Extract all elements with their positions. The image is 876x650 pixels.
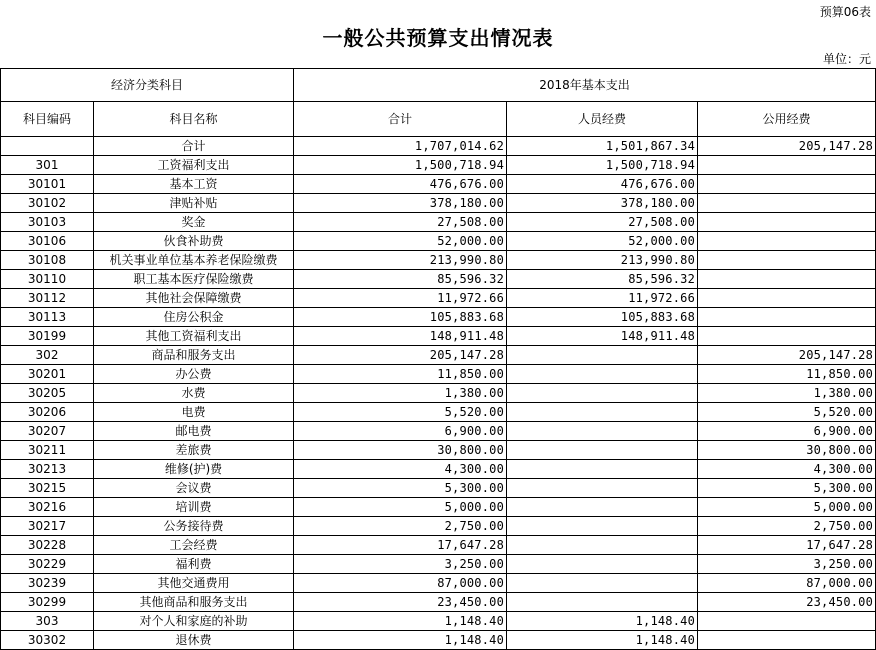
table-row [1,612,876,631]
cell-code: 30229 [1,555,94,574]
page-title: 一般公共预算支出情况表 [322,26,554,50]
cell-name: 公务接待费 [94,517,294,536]
cell-total: 6,900.00 [294,422,507,441]
cell-public: 3,250.00 [698,555,876,574]
cell-code: 30228 [1,536,94,555]
table-row [1,289,876,308]
cell-personnel [507,441,698,460]
cell-total: 5,520.00 [294,403,507,422]
table-row [1,175,876,194]
year-basic-header: 2018年基本支出 [294,69,876,102]
cell-code: 30216 [1,498,94,517]
cell-name: 商品和服务支出 [94,346,294,365]
cell-name: 合计 [94,137,294,156]
cell-personnel [507,536,698,555]
cell-total: 2,750.00 [294,517,507,536]
cell-code: 30101 [1,175,94,194]
cell-code: 30106 [1,232,94,251]
form-number-label: 预算06表 [819,5,871,19]
cell-personnel: 378,180.00 [507,194,698,213]
cell-public [698,156,876,175]
cell-personnel: 27,508.00 [507,213,698,232]
category-header: 经济分类科目 [1,69,294,102]
table-row [1,574,876,593]
cell-name: 津贴补贴 [94,194,294,213]
table-row [1,137,876,156]
cell-total: 1,707,014.62 [294,137,507,156]
cell-public [698,251,876,270]
cell-name: 培训费 [94,498,294,517]
cell-total: 5,300.00 [294,479,507,498]
cell-personnel [507,403,698,422]
cell-code: 30199 [1,327,94,346]
cell-public: 6,900.00 [698,422,876,441]
cell-personnel [507,555,698,574]
cell-personnel [507,460,698,479]
cell-public: 23,450.00 [698,593,876,612]
cell-public [698,308,876,327]
cell-public [698,232,876,251]
table-row [1,194,876,213]
cell-total: 52,000.00 [294,232,507,251]
cell-name: 会议费 [94,479,294,498]
cell-name: 其他社会保障缴费 [94,289,294,308]
cell-total: 148,911.48 [294,327,507,346]
cell-public: 4,300.00 [698,460,876,479]
cell-name: 职工基本医疗保险缴费 [94,270,294,289]
cell-public: 30,800.00 [698,441,876,460]
cell-name: 其他交通费用 [94,574,294,593]
cell-total: 1,380.00 [294,384,507,403]
table-row [1,213,876,232]
personnel-header: 人员经费 [507,102,698,137]
cell-total: 27,508.00 [294,213,507,232]
cell-public: 205,147.28 [698,346,876,365]
table-row [1,536,876,555]
cell-total: 205,147.28 [294,346,507,365]
cell-total: 11,972.66 [294,289,507,308]
cell-code: 30110 [1,270,94,289]
cell-code: 30113 [1,308,94,327]
cell-code: 30299 [1,593,94,612]
cell-personnel [507,365,698,384]
cell-name: 住房公积金 [94,308,294,327]
cell-personnel: 52,000.00 [507,232,698,251]
table-row [1,517,876,536]
table-row [1,346,876,365]
table-row [1,156,876,175]
cell-personnel: 213,990.80 [507,251,698,270]
public-header: 公用经费 [698,102,876,137]
cell-public [698,631,876,650]
cell-name: 办公费 [94,365,294,384]
cell-total: 213,990.80 [294,251,507,270]
cell-personnel: 1,500,718.94 [507,156,698,175]
cell-name: 工会经费 [94,536,294,555]
table-row [1,384,876,403]
unit-label: 单位：元 [822,52,871,66]
cell-public [698,194,876,213]
cell-total: 1,500,718.94 [294,156,507,175]
cell-personnel [507,498,698,517]
cell-public [698,213,876,232]
cell-code: 30108 [1,251,94,270]
cell-code: 30211 [1,441,94,460]
table-row [1,422,876,441]
cell-name: 维修(护)费 [94,460,294,479]
cell-total: 87,000.00 [294,574,507,593]
cell-code: 30207 [1,422,94,441]
cell-code: 30112 [1,289,94,308]
cell-code: 30213 [1,460,94,479]
cell-name: 退休费 [94,631,294,650]
table-row [1,460,876,479]
cell-personnel: 11,972.66 [507,289,698,308]
table-row [1,251,876,270]
cell-total: 3,250.00 [294,555,507,574]
table-row [1,365,876,384]
cell-total: 476,676.00 [294,175,507,194]
cell-total: 85,596.32 [294,270,507,289]
cell-public: 1,380.00 [698,384,876,403]
cell-public: 17,647.28 [698,536,876,555]
cell-code: 303 [1,612,94,631]
cell-personnel [507,574,698,593]
header-row-2 [1,102,876,137]
cell-total: 378,180.00 [294,194,507,213]
budget-table [0,68,876,650]
cell-code: 30215 [1,479,94,498]
code-header: 科目编码 [1,102,94,137]
cell-name: 电费 [94,403,294,422]
cell-personnel: 1,501,867.34 [507,137,698,156]
cell-total: 105,883.68 [294,308,507,327]
cell-total: 1,148.40 [294,612,507,631]
cell-total: 1,148.40 [294,631,507,650]
cell-code: 30205 [1,384,94,403]
cell-public: 2,750.00 [698,517,876,536]
cell-name: 邮电费 [94,422,294,441]
cell-code: 30103 [1,213,94,232]
table-row [1,270,876,289]
cell-code: 30206 [1,403,94,422]
cell-public [698,175,876,194]
cell-code: 30102 [1,194,94,213]
cell-name: 伙食补助费 [94,232,294,251]
cell-personnel: 148,911.48 [507,327,698,346]
cell-total: 30,800.00 [294,441,507,460]
table-row [1,498,876,517]
cell-personnel [507,422,698,441]
table-row [1,308,876,327]
cell-personnel [507,479,698,498]
cell-personnel [507,593,698,612]
cell-personnel [507,346,698,365]
cell-name: 差旅费 [94,441,294,460]
cell-public [698,327,876,346]
cell-name: 其他工资福利支出 [94,327,294,346]
cell-personnel: 1,148.40 [507,612,698,631]
cell-total: 11,850.00 [294,365,507,384]
cell-personnel [507,384,698,403]
cell-name: 其他商品和服务支出 [94,593,294,612]
cell-public: 5,000.00 [698,498,876,517]
cell-total: 17,647.28 [294,536,507,555]
cell-personnel: 476,676.00 [507,175,698,194]
cell-code: 30239 [1,574,94,593]
table-row [1,232,876,251]
cell-name: 工资福利支出 [94,156,294,175]
table-row [1,479,876,498]
table-row [1,593,876,612]
name-header: 科目名称 [94,102,294,137]
total-header: 合计 [294,102,507,137]
cell-personnel: 105,883.68 [507,308,698,327]
cell-total: 23,450.00 [294,593,507,612]
table-row [1,631,876,650]
cell-code: 30201 [1,365,94,384]
cell-code: 30217 [1,517,94,536]
table-row [1,403,876,422]
cell-public: 5,520.00 [698,403,876,422]
table-row [1,555,876,574]
cell-name: 福利费 [94,555,294,574]
cell-public [698,270,876,289]
cell-name: 基本工资 [94,175,294,194]
table-row [1,441,876,460]
header-row-1 [1,69,876,102]
cell-public: 5,300.00 [698,479,876,498]
cell-public: 11,850.00 [698,365,876,384]
table-row [1,327,876,346]
cell-personnel: 85,596.32 [507,270,698,289]
cell-public [698,289,876,308]
cell-personnel: 1,148.40 [507,631,698,650]
cell-code: 30302 [1,631,94,650]
cell-code: 301 [1,156,94,175]
cell-total: 4,300.00 [294,460,507,479]
cell-name: 奖金 [94,213,294,232]
cell-name: 水费 [94,384,294,403]
cell-public: 87,000.00 [698,574,876,593]
cell-code [1,137,94,156]
cell-total: 5,000.00 [294,498,507,517]
cell-public [698,612,876,631]
cell-personnel [507,517,698,536]
cell-code: 302 [1,346,94,365]
cell-public: 205,147.28 [698,137,876,156]
cell-name: 对个人和家庭的补助 [94,612,294,631]
cell-name: 机关事业单位基本养老保险缴费 [94,251,294,270]
